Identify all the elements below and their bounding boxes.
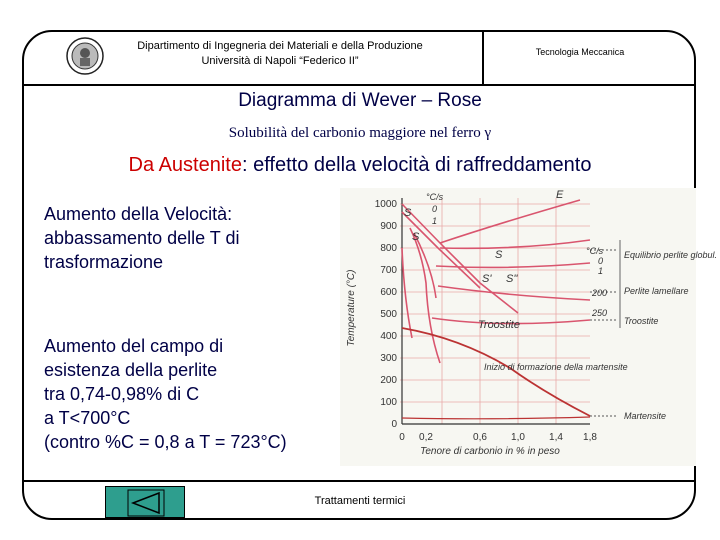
top-cooling-label: 0 bbox=[432, 204, 438, 214]
region-label: E bbox=[556, 189, 564, 201]
slide-title: Diagramma di Wever – Rose bbox=[238, 90, 482, 111]
y-tick-label: 0 bbox=[391, 419, 397, 430]
y-tick-label: 800 bbox=[380, 243, 397, 254]
top-cooling-label: °C/s bbox=[426, 192, 444, 202]
region-label: S' bbox=[482, 273, 492, 285]
y-tick-label: 700 bbox=[380, 265, 397, 276]
troostite-label: Troostite bbox=[624, 316, 659, 326]
section-heading bbox=[0, 154, 720, 177]
text-line: (contro %C = 0,8 a T = 723°C) bbox=[44, 432, 287, 452]
y-tick-label: 1000 bbox=[374, 199, 397, 210]
text-line: a T<700°C bbox=[44, 408, 131, 428]
region-label: S bbox=[412, 231, 420, 243]
right-cooling-label: °C/s bbox=[586, 246, 604, 256]
y-tick-label: 400 bbox=[380, 331, 397, 342]
x-tick-label: 1,0 bbox=[511, 432, 525, 443]
heading-rest: : effetto della velocità di raffreddamento bbox=[241, 154, 592, 176]
martensite-label: Martensite bbox=[624, 411, 667, 421]
heading-highlight: Da Austenite bbox=[128, 154, 242, 176]
text-line: abbassamento delle T di bbox=[44, 228, 240, 248]
x-tick-label: 0,6 bbox=[473, 432, 487, 443]
course-name: Tecnologia Meccanica bbox=[535, 47, 625, 57]
y-tick-label: 900 bbox=[380, 221, 397, 232]
y-axis-label: Temperature (°C) bbox=[346, 269, 357, 347]
region-label: Troostite bbox=[478, 319, 520, 331]
pearlite-range-text bbox=[44, 334, 287, 454]
text-line: trasformazione bbox=[44, 252, 164, 272]
footer-text: Trattamenti termici bbox=[314, 495, 406, 507]
text-line: esistenza della perlite bbox=[44, 360, 218, 380]
y-tick-label: 600 bbox=[380, 287, 397, 298]
y-tick-label: 300 bbox=[380, 353, 397, 364]
text-line: Aumento del campo di bbox=[44, 336, 224, 356]
slide-subtitle: Solubilità del carbonio maggiore nel ferro γ bbox=[228, 125, 492, 141]
y-tick-label: 200 bbox=[380, 375, 397, 386]
right-cooling-label: 0 bbox=[598, 256, 604, 266]
y-tick-label: 100 bbox=[380, 397, 397, 408]
department-line1: Dipartimento di Ingegneria dei Materiali e della Produzione bbox=[137, 40, 423, 52]
y-tick-label: 500 bbox=[380, 309, 397, 320]
region-label: S bbox=[495, 249, 503, 261]
region-label: S bbox=[404, 207, 412, 219]
right-cooling-label: 200 bbox=[592, 288, 608, 298]
martensite-start-label: Inizio di formazione della martensite bbox=[484, 362, 628, 372]
text-line: Aumento della Velocità: bbox=[44, 204, 233, 224]
x-tick-label: 0,2 bbox=[419, 432, 433, 443]
right-cooling-label: 250 bbox=[592, 308, 608, 318]
velocity-effect-text bbox=[44, 202, 239, 274]
x-tick-label: 0 bbox=[399, 432, 405, 443]
right-cooling-label: 1 bbox=[598, 266, 604, 276]
department-line2: Università di Napoli “Federico II” bbox=[201, 55, 359, 67]
header-separator bbox=[482, 30, 484, 84]
lamellar-label: Perlite lamellare bbox=[624, 286, 689, 296]
x-axis-label: Tenore di carbonio in % in peso bbox=[420, 446, 560, 457]
equilibrium-label: Equilibrio perlite globul. bbox=[624, 250, 718, 260]
header-divider bbox=[22, 84, 696, 86]
text-line: tra 0,74-0,98% di C bbox=[44, 384, 200, 404]
region-label: S'' bbox=[506, 273, 518, 285]
department-name bbox=[110, 39, 450, 69]
top-cooling-label: 1 bbox=[432, 216, 438, 226]
x-tick-label: 1,8 bbox=[583, 432, 597, 443]
footer-divider bbox=[22, 480, 696, 482]
university-seal-icon bbox=[66, 37, 104, 75]
wever-rose-diagram bbox=[340, 188, 718, 466]
x-tick-label: 1,4 bbox=[549, 432, 563, 443]
